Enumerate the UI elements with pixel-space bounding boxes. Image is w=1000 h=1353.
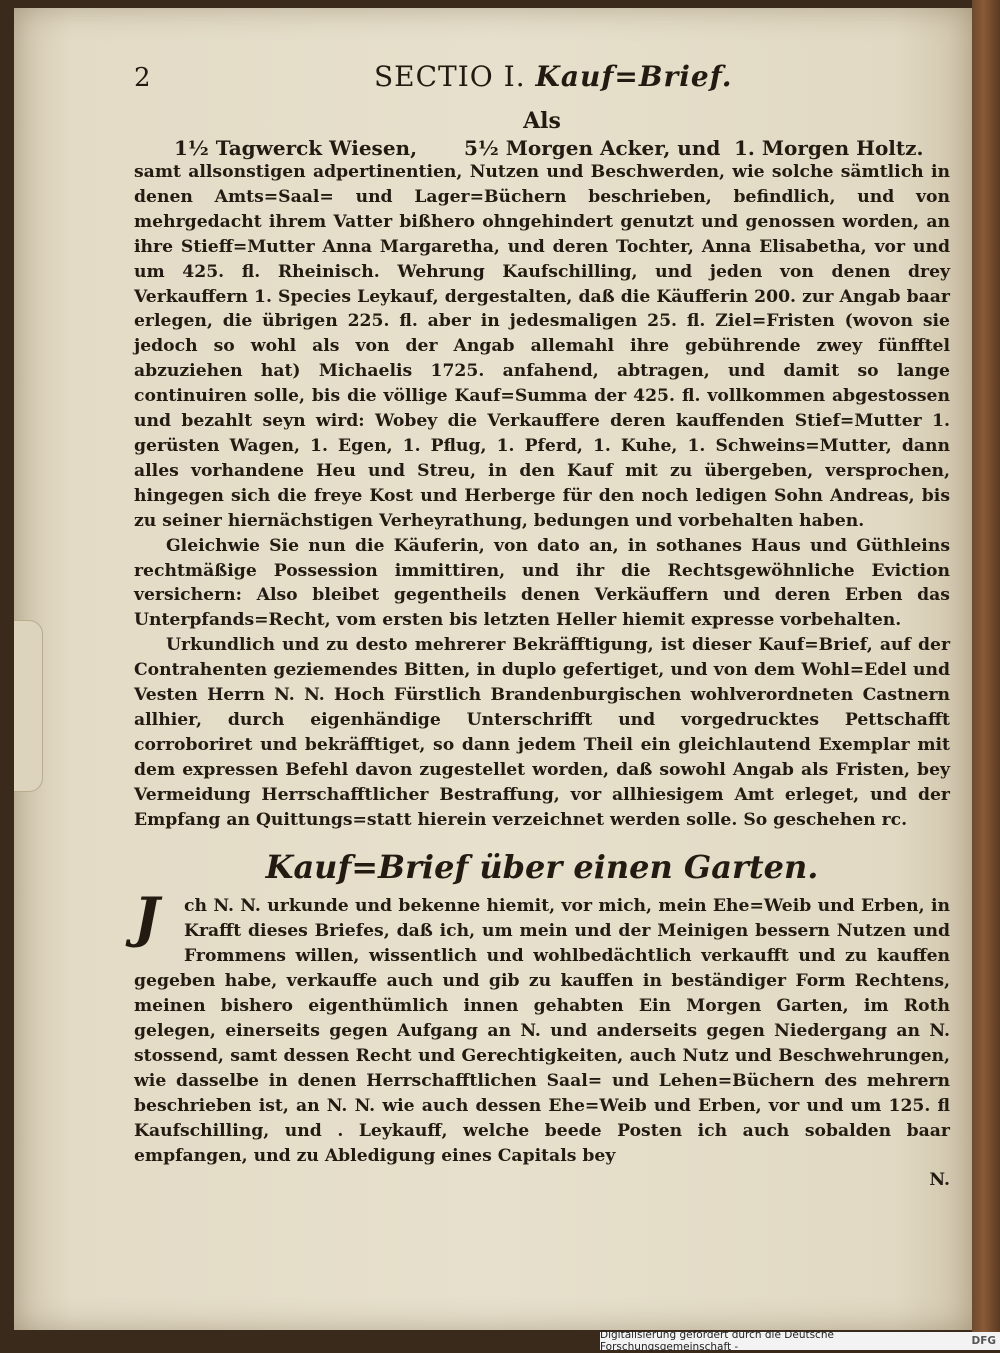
catchword: N. — [929, 1170, 950, 1191]
paragraph-1: samt allsonstigen adpertinentien, Nutzen und Beschwerden, wie solche sämtlich in denen Amts=Saal= und Lager=Büchern beschrieben, befindlich, und von mehrgedacht ihrem Vatter bißhero ohngehindert genutzt und genossen worden, an ihre Stieff=Mutter Anna Margaretha, und deren Tochter, Anna Elisabetha, vor und um 425. fl. Rheinisch. Wehrung Kaufschilling, und jeden von denen drey Verkauffern 1. Species Leykauf, dergestalten, daß die Käufferin 200. zur Angab baar erlegen, die übrigen 225. fl. aber in jedesmaligen 25. fl. Ziel=Fristen (wovon sie jedoch so wohl als von der Angab allemahl ihre gebührende zwey fünfftel abzuziehen hat) Michaelis 1725. anfahend, abtragen, und damit so lange continuiren solle, bis die völlige Kauf=Summa der 425. fl. vollkommen abgestossen und bezahlt seyn wird: Wobey die Verkauffere deren kauffenden Stief=Mutter 1. gerüsten Wagen, 1. Egen, 1. Pflug, 1. Pferd, 1. Kuhe, 1. Schweins=Mutter, dann alles vorhandene Heu und Streu, in den Kauf mit zu übergeben, versprochen, hingegen sich die freye Kost und Herberge für den noch ledigen Sohn Andreas, bis zu seiner hiernächstigen Verheyrathung, bedungen und vorbehalten haben. — [134, 162, 950, 531]
running-header — [134, 60, 950, 104]
book-page — [14, 8, 972, 1330]
item-meadow: 1½ Tagwerck Wiesen, — [174, 136, 418, 160]
page-number: 2 — [134, 63, 151, 93]
paragraph-3: Urkundlich und zu desto mehrerer Bekräfftigung, ist dieser Kauf=Brief, auf der Contrahenten geziemendes Bitten, in duplo gefertiget, und von dem Wohl=Edel und Vesten Herrn N. N. Hoch Fürstlich Brandenburgischen wohlverordneten Castnern allhier, durch eigenhändige Unterschrifft und vorgedrucktes Pettschafft corroboriret und bekräfftiget, so dann jedem Theil ein gleichlautend Exemplar mit dem expressen Befehl davon zugestellet worden, daß sowohl Angab als Fristen, bey Vermeidung Herrschafftlicher Bestraffung, vor allhiesigem Amt erleget, und der Empfang an Quittungs=statt hierein verzeichnet werden solle. So geschehen rc. — [134, 635, 950, 830]
item-wood: 1. Morgen Holtz. — [734, 136, 924, 160]
footer-text: Digitalisierung gefördert durch die Deutsche Forschungsgemeinschaft - — [600, 1329, 834, 1353]
item-field: 5½ Morgen Acker, und — [464, 136, 721, 160]
item-list — [134, 136, 950, 160]
dfg-logo-icon: DFG — [971, 1335, 996, 1347]
paragraph-2: Gleichwie Sie nun die Käuferin, von dato an, in sothanes Haus und Güthleins rechtmäßige Possession immittiren, und ihr die Rechtsgewöhnliche Eviction versichern: Also bleibet gegentheils denen Verkäuffern und deren Erben das Unterpfands=Recht, vom ersten bis letzten Heller hiemit expresse vorbehalten. — [134, 535, 950, 631]
section-heading: Kauf=Brief über einen Garten. — [265, 848, 819, 887]
header-section: SECTIO I. — [374, 60, 526, 93]
book-spine — [972, 0, 1000, 1350]
section2-text: ch N. N. urkunde und bekenne hiemit, vor mich, mein Ehe=Weib und Erben, in Krafft dieses Briefes, daß ich, um mein und der Meinigen bessern Nutzen und Frommens willen, wissentlich und wohlbedächtlich verkaufft und zu kauffen gegeben habe, verkauffe auch und gib zu kauffen in beständiger Form Rechtens, meinen bishero eigenthümlich innen gehabten Ein Morgen Garten, im Roth gelegen, einerseits gegen Aufgang an N. und anderseits gegen Niedergang an N. stossend, samt dessen Recht und Gerechtigkeiten, auch Nutz und Beschwehrungen, wie dasselbe in denen Herrschafftlichen Saal= und Lehen=Büchern des mehrern beschrieben ist, an N. N. wie auch dessen Ehe=Weib und Erben, vor und um 125. fl Kaufschilling, und . Leykauff, welche beede Posten ich auch sobalden baar empfangen, und zu Abledigung eines Capitals bey — [134, 896, 950, 1166]
section2-body — [134, 885, 950, 1168]
header-title — [374, 60, 733, 93]
page-tab — [14, 620, 43, 792]
header-doc-title: Kauf=Brief. — [535, 60, 733, 93]
drop-cap: J — [134, 885, 160, 950]
als-line: Als — [523, 108, 561, 134]
page-text — [134, 60, 950, 1193]
footer-banner — [600, 1329, 1000, 1353]
